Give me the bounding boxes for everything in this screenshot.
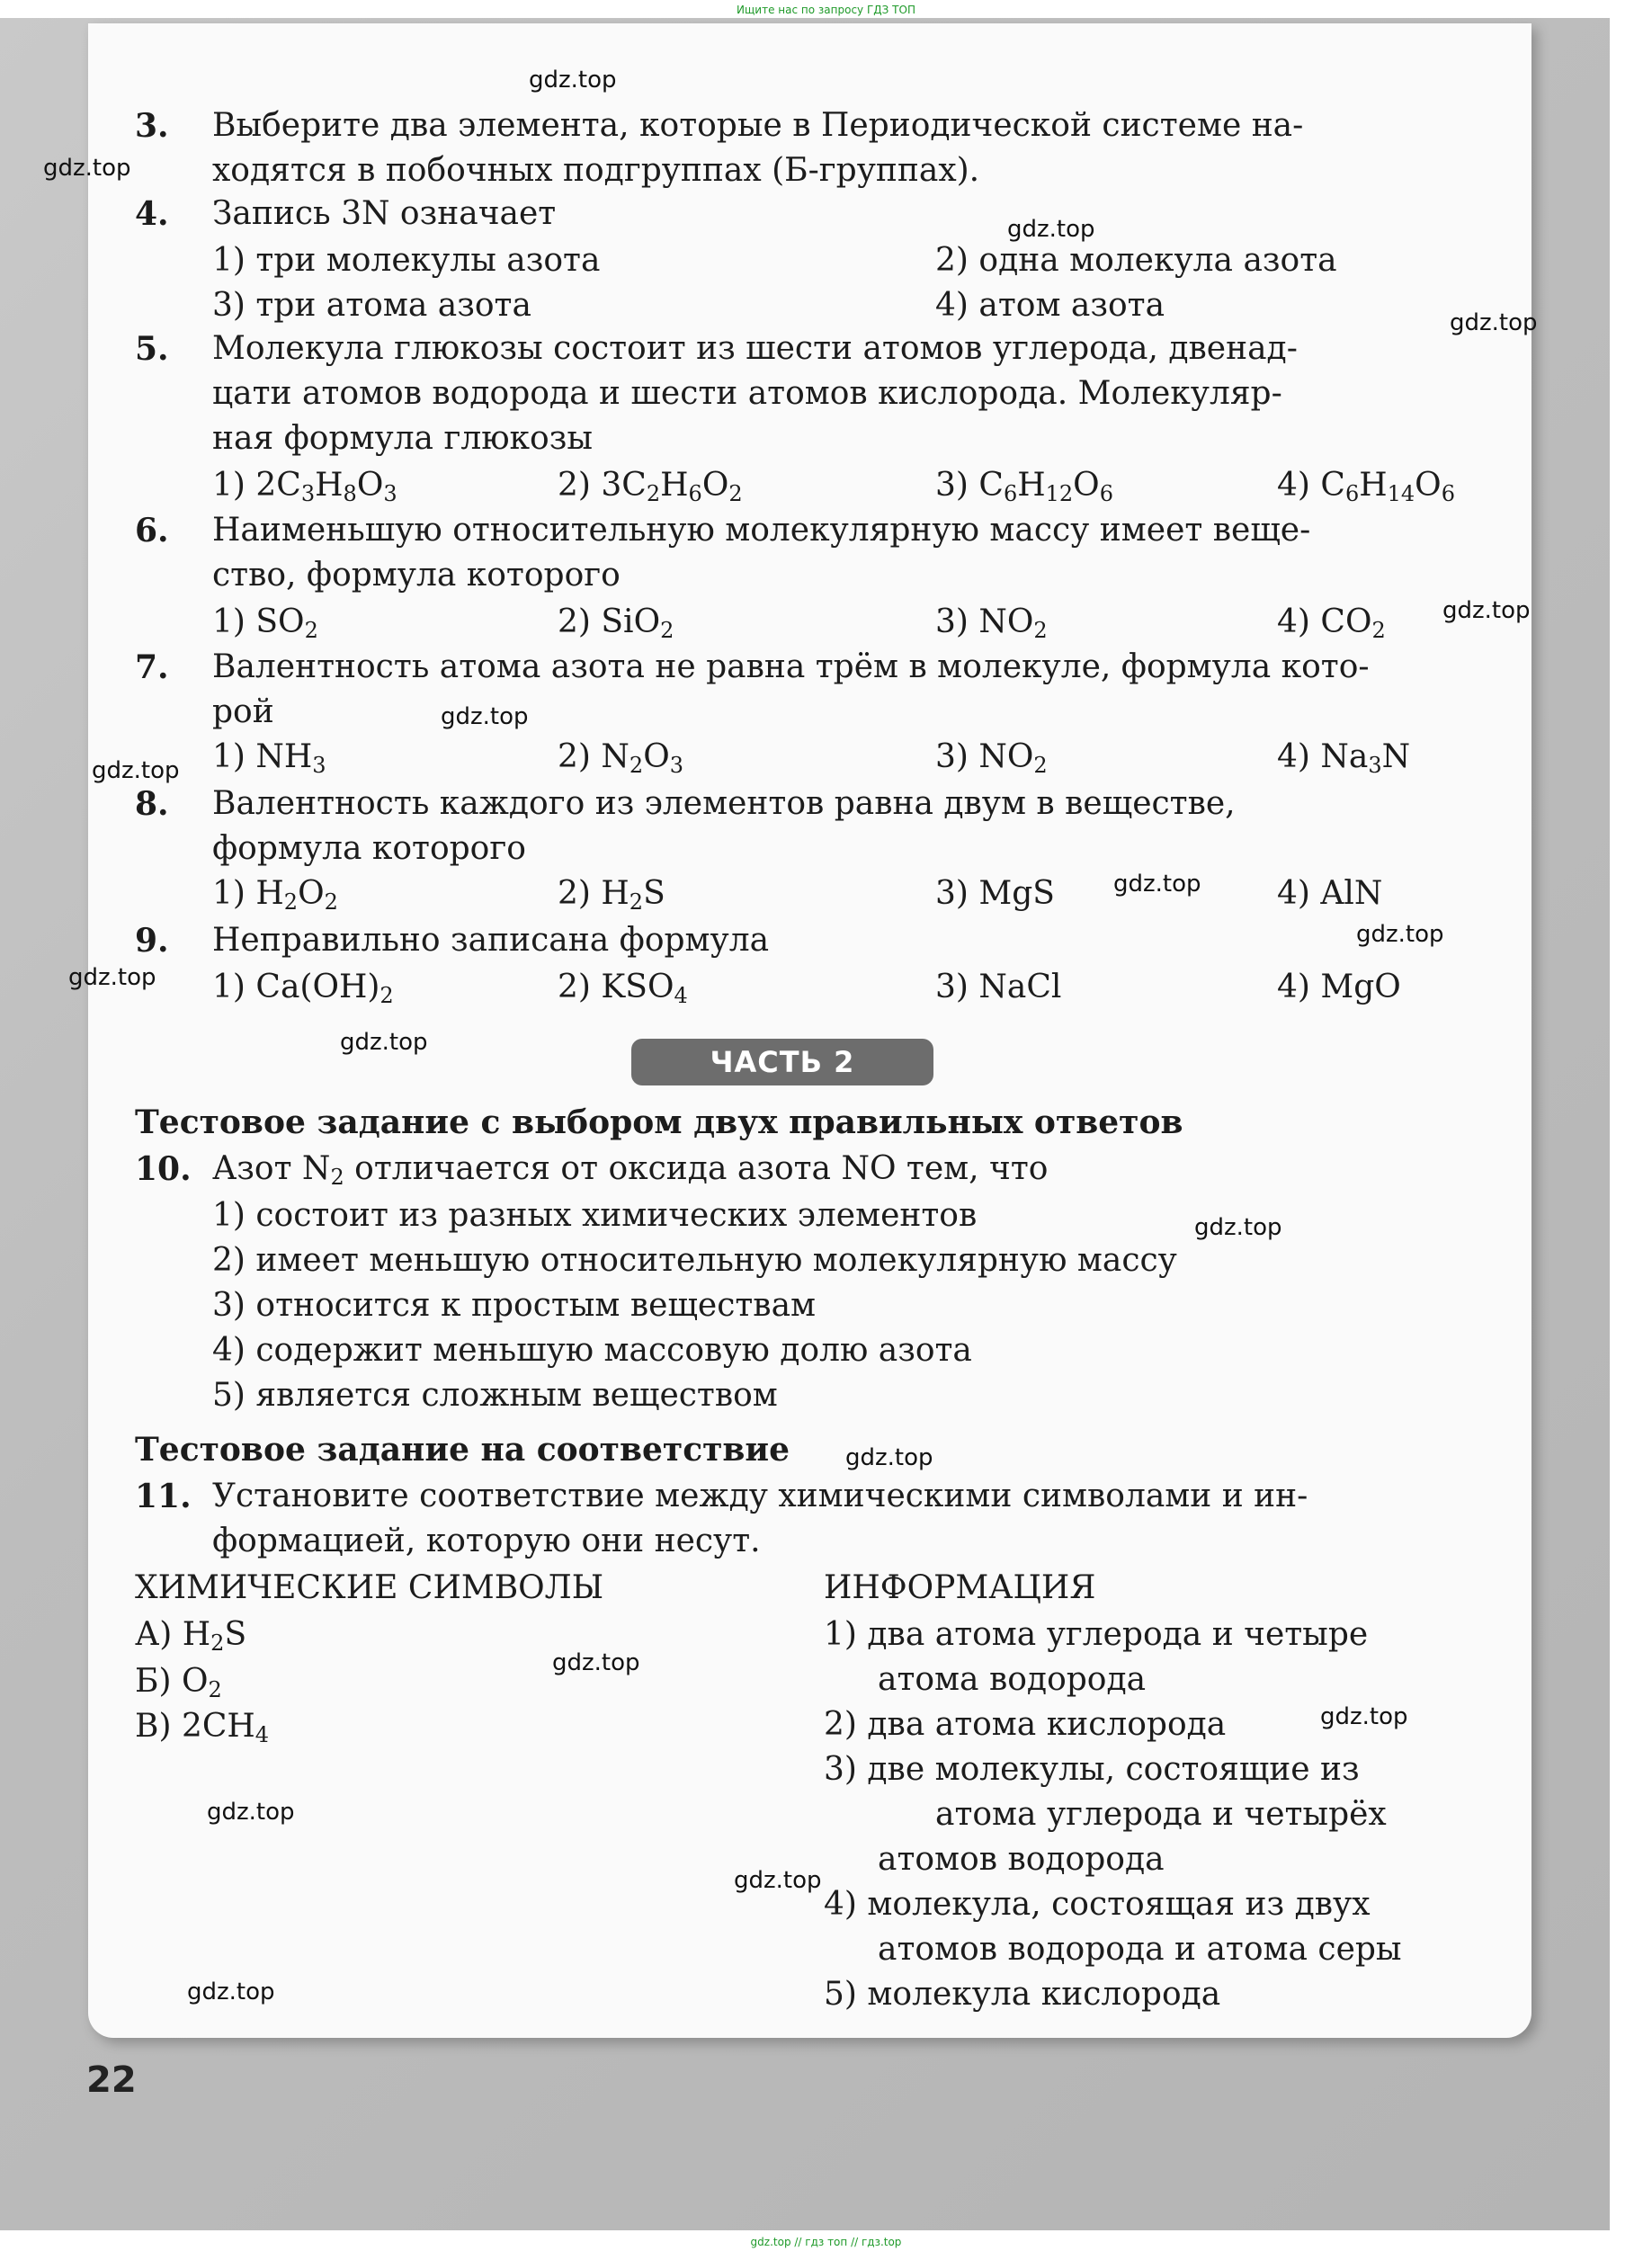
watermark: gdz.top [340, 1029, 428, 1056]
q10-number: 10. [135, 1150, 192, 1188]
q11-info-3-line3: атомов водорода [878, 1841, 1165, 1878]
q10-option-2: 2) имеет меньшую относительную молекулярную массу [212, 1242, 1177, 1279]
q6-number: 6. [135, 512, 169, 549]
watermark: gdz.top [1194, 1214, 1282, 1241]
q8-line1: Валентность каждого из элементов равна двум в веществе, [212, 785, 1236, 822]
q4-option-3: 3) три атома азота [212, 287, 531, 324]
q4-option-1: 1) три молекулы азота [212, 242, 601, 279]
watermark: gdz.top [43, 155, 131, 182]
q11-info-4-line1: 4) молекула, состоящая из двух [824, 1886, 1371, 1923]
q11-line1: Установите соответствие между химическими символами и ин- [212, 1478, 1308, 1514]
q8-option-4: 4) AlN [1277, 875, 1383, 912]
q7-line2: рой [212, 693, 274, 730]
q5-option-2: 2) $3C_2H_6O_2$ [558, 467, 743, 506]
q3-number: 3. [135, 107, 169, 145]
watermark: gdz.top [552, 1649, 640, 1676]
q7-option-2: 2) $N_2O_3$ [558, 738, 683, 778]
q6-option-1: 1) $SO_2$ [212, 603, 318, 643]
watermark: gdz.top [1450, 309, 1538, 336]
q11-column-info: ИНФОРМАЦИЯ [824, 1569, 1096, 1606]
q11-info-1-line1: 1) два атома углерода и четыре [824, 1616, 1369, 1653]
section-two-answers-title: Тестовое задание с выбором двух правильных ответов [135, 1103, 1183, 1141]
watermark: gdz.top [1442, 597, 1531, 624]
page-number: 22 [86, 2059, 137, 2101]
watermark: gdz.top [207, 1799, 295, 1826]
q10-option-3: 3) относится к простым веществам [212, 1287, 817, 1324]
q5-line2: цати атомов водорода и шести атомов кислорода. Молекуляр- [212, 375, 1282, 412]
watermark: gdz.top [1320, 1703, 1408, 1730]
q5-line3: ная формула глюкозы [212, 420, 593, 457]
q10-option-1: 1) состоит из разных химических элементов [212, 1197, 978, 1234]
footer-note: gdz.top // гдз топ // гдз.top [750, 2236, 902, 2248]
watermark: gdz.top [734, 1867, 822, 1894]
q8-option-1: 1) $H_2O_2$ [212, 875, 338, 915]
q5-option-4: 4) $C_6H_{14}O_6$ [1277, 467, 1455, 506]
q8-option-3: 3) MgS [935, 875, 1055, 912]
q11-number: 11. [135, 1478, 192, 1515]
q7-line1: Валентность атома азота не равна трём в молекуле, формула кото- [212, 648, 1370, 685]
watermark: gdz.top [187, 1979, 275, 2005]
q10-option-4: 4) содержит меньшую массовую долю азота [212, 1332, 972, 1369]
watermark: gdz.top [441, 703, 529, 730]
q11-info-1-line2: атома водорода [878, 1661, 1147, 1698]
q5-option-1: 1) $2C_3H_8O_3$ [212, 467, 397, 506]
q4-option-4: 4) атом азота [935, 287, 1165, 324]
q8-line2: формула которого [212, 830, 526, 867]
watermark: gdz.top [68, 964, 156, 991]
q7-option-3: 3) $NO_2$ [935, 738, 1048, 778]
q9-text: Неправильно записана формула [212, 922, 770, 959]
q10-option-5: 5) является сложным веществом [212, 1377, 778, 1414]
q9-number: 9. [135, 922, 169, 960]
watermark: gdz.top [92, 757, 180, 784]
watermark: gdz.top [1007, 216, 1095, 243]
q5-line1: Молекула глюкозы состоит из шести атомов углерода, двенад- [212, 330, 1298, 367]
q11-info-3-line1: 3) две молекулы, состоящие из [824, 1751, 1360, 1788]
q8-option-2: 2) $H_2S$ [558, 875, 665, 915]
q11-info-4-line2: атомов водорода и атома серы [878, 1931, 1402, 1968]
watermark: gdz.top [529, 67, 617, 94]
q9-option-2: 2) $KSO_4$ [558, 969, 688, 1008]
q4-number: 4. [135, 195, 169, 233]
q6-option-4: 4) $CO_2$ [1277, 603, 1386, 643]
section-matching-title: Тестовое задание на соответствие [135, 1431, 790, 1469]
q3-line1: Выберите два элемента, которые в Периодической системе на- [212, 107, 1304, 144]
q4-text: Запись 3N означает [212, 195, 557, 232]
q6-line2: ство, формула которого [212, 557, 621, 594]
q6-option-3: 3) $NO_2$ [935, 603, 1048, 643]
q7-number: 7. [135, 648, 169, 686]
q5-option-3: 3) $C_6H_{12}O_6$ [935, 467, 1113, 506]
watermark: gdz.top [845, 1444, 933, 1471]
q5-number: 5. [135, 330, 169, 368]
q3-line2: ходятся в побочных подгруппах (Б-группах). [212, 152, 980, 189]
q11-info-2: 2) два атома кислорода [824, 1706, 1227, 1743]
header-note: Ищите нас по запросу ГДЗ ТОП [737, 4, 915, 16]
q8-number: 8. [135, 785, 169, 823]
q4-option-2: 2) одна молекула азота [935, 242, 1337, 279]
q11-info-3-line2: атома углерода и четырёх [935, 1796, 1387, 1833]
q9-option-4: 4) MgO [1277, 969, 1401, 1005]
q11-column-symbols: ХИМИЧЕСКИЕ СИМВОЛЫ [135, 1569, 604, 1606]
q10-text: Азот $N_2$ отличается от оксида азота NO тем, что [212, 1150, 1049, 1190]
part-2-badge: ЧАСТЬ 2 [631, 1039, 933, 1085]
watermark: gdz.top [1356, 921, 1444, 948]
q9-option-3: 3) NaCl [935, 969, 1062, 1005]
q11-symbol-c: В) $2CH_4$ [135, 1708, 270, 1747]
q11-line2: формацией, которую они несут. [212, 1523, 761, 1559]
q6-option-2: 2) SiO$_2$ [558, 603, 674, 643]
q11-symbol-a: А) $H_2S$ [135, 1616, 247, 1656]
q9-option-1: 1) $Ca(OH)_2$ [212, 969, 394, 1008]
watermark: gdz.top [1113, 871, 1201, 898]
q7-option-1: 1) $NH_3$ [212, 738, 326, 778]
q7-option-4: 4) $Na_3N$ [1277, 738, 1411, 778]
q11-info-5: 5) молекула кислорода [824, 1976, 1221, 2013]
q11-symbol-b: Б) $O_2$ [135, 1663, 222, 1702]
q6-line1: Наименьшую относительную молекулярную массу имеет веще- [212, 512, 1311, 549]
